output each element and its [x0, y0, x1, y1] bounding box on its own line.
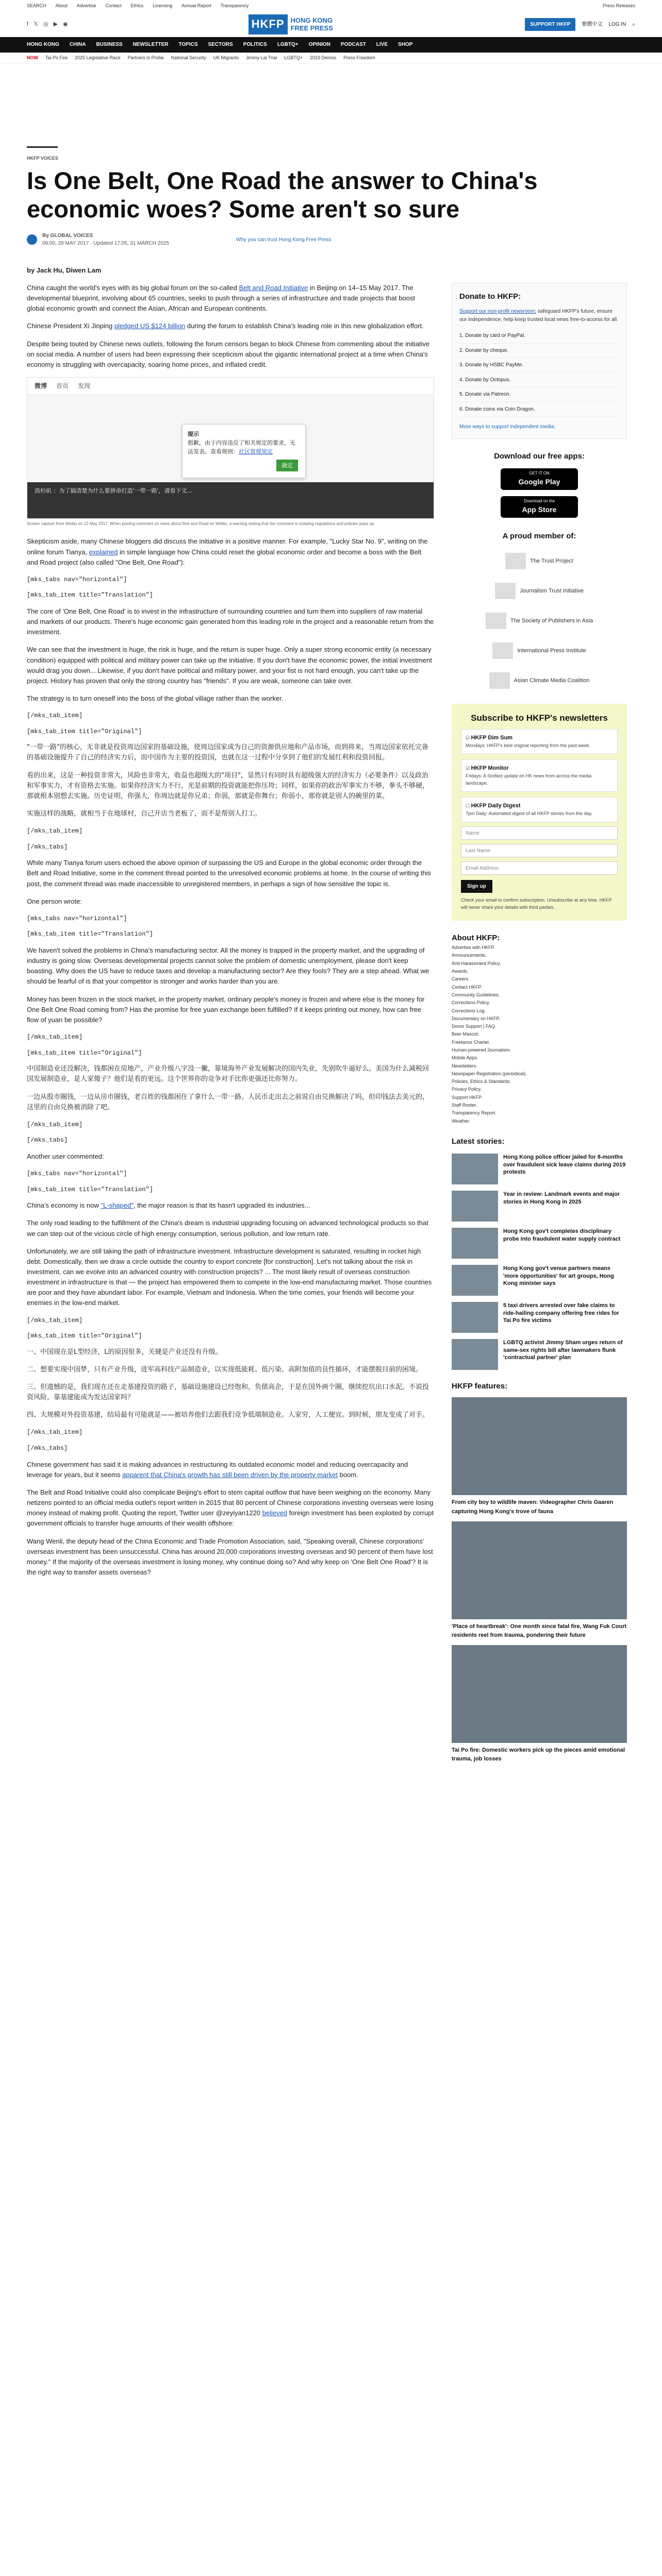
- feature-image[interactable]: [452, 1645, 627, 1743]
- paragraph: Despite being touted by Chinese news outlets, following the forum censors began to block Chinese from commenting about the initiative on social media. A number of users had been expressing their scepticism about the gigantic international project at a time when China's economy is struggling with overcapacity, soaring home prices, and inflated credit.: [27, 340, 430, 368]
- weibo-tab: 首页: [56, 382, 69, 390]
- story-thumbnail[interactable]: [452, 1154, 498, 1184]
- donate-option[interactable]: 2. Donate by cheque.: [459, 344, 619, 359]
- story-thumbnail[interactable]: [452, 1228, 498, 1259]
- story-card[interactable]: [452, 1265, 627, 1296]
- donate-title: Donate to HKFP:: [459, 292, 521, 301]
- topbar-advertise[interactable]: Advertise: [77, 3, 96, 9]
- logo-text: HONG KONG FREE PRESS: [290, 16, 333, 32]
- paragraph-chinese: 一边从股市圈钱，一边从房市圈钱，老百姓的钱都困住了拿什么一带一路。人民币走出去之前说自由兑换解决了吗，但印钱法去美元的，这里的自由兑换被消除了吧。: [27, 1093, 429, 1111]
- google-play-button[interactable]: [501, 468, 578, 490]
- paragraph: The core of 'One Belt, One Road' is to invest in the infrastructure of surrounding countries and turn them into suppliers of raw material and markets of our products. There's huge economic gain generated from this leading role in the project and a reasonable return from the investment.: [27, 607, 434, 636]
- facebook-icon[interactable]: f: [27, 21, 29, 27]
- social-links: [27, 20, 68, 29]
- paragraph-chinese: 一、中国现在是L型经济，L的原因很多，关键是产业还没有升级。: [27, 1348, 222, 1356]
- story-card[interactable]: [452, 1339, 627, 1370]
- weibo-logo: 微博: [35, 382, 47, 390]
- shortcode: [/mks_tab_item]: [27, 1316, 83, 1324]
- donate-text: Support our non-profit newsroom: safeguard HKFP's future, ensure our independence, help keep trusted local news free-to-access for all.: [459, 309, 618, 323]
- shortcode: [/mks_tab_item]: [27, 1033, 83, 1041]
- donate-option[interactable]: 5. Donate via Patreon.: [459, 387, 619, 402]
- menu-politics[interactable]: POLITICS: [243, 42, 267, 48]
- about-link[interactable]: Careers.: [452, 976, 470, 982]
- about-link[interactable]: Announcements.: [452, 953, 487, 958]
- about-list: [452, 944, 627, 1125]
- subscribe-title: Subscribe to HKFP's newsletters: [471, 713, 608, 723]
- main-navbar: [0, 12, 662, 37]
- about-section: [452, 932, 627, 1125]
- article-category[interactable]: HKFP VOICES: [27, 156, 58, 161]
- climate-logo: [489, 672, 510, 689]
- trust-project-logo: [505, 553, 526, 569]
- features-title: HKFP features:: [452, 1382, 508, 1391]
- about-link[interactable]: Mobile Apps.: [452, 1055, 478, 1061]
- tag-link[interactable]: National Security: [171, 55, 206, 60]
- tag-link[interactable]: LGBTQ+: [284, 55, 303, 60]
- checkbox-icon[interactable]: ☑: [466, 765, 470, 771]
- tag-link[interactable]: 2025 Legislative Race: [75, 55, 121, 60]
- menu-business[interactable]: BUSINESS: [96, 42, 123, 48]
- weibo-header: [27, 378, 434, 395]
- story-title[interactable]: Hong Kong police officer jailed for 8-months over fraudulent sick leave claims during 2019 protests: [503, 1154, 626, 1175]
- paragraph-chinese: 三、但遗憾的是，我们现在还在走基建投资的路子，基础设施建设已经饱和，负债高企，于是在国外画个圈，继续挖坑出口水泥。不说投资风险，靠基建能成为发达国家吗？: [27, 1383, 429, 1402]
- search-icon[interactable]: ⌕: [632, 21, 635, 27]
- paragraph: While many Tianya forum users echoed the above opinion of surpassing the US and Europe in the global economic order through the Belt and Road Initiative, some in the comment thread pointed to the unresolved economic problems at home. In the course of writing this post, the comment thread was made inaccessible to unregistered members, in perhaps a sign of how sensitive the topic is.: [27, 859, 432, 888]
- latest-stories: [452, 1136, 627, 1370]
- paragraph: Skepticism aside, many Chinese bloggers did discuss the initiative in a positive manner. For example, "Lucky Star No. 9", writing on the online forum Tianya, explained in simple language how China could reset the global economic order and become a boss with the Belt and Road project (also called "One Belt, One Road"):: [27, 537, 428, 566]
- shortcode: [mks_tab_item title="Translation"]: [27, 930, 153, 938]
- story-thumbnail[interactable]: [452, 1265, 498, 1296]
- topbar-annual-report[interactable]: Annual Report: [181, 3, 211, 9]
- dialog-message: 抱歉，由于内容违反了相关规定的要求，无法发表。查看规则：社区管理规定: [188, 439, 295, 455]
- story-thumbnail[interactable]: [452, 1302, 498, 1333]
- member-sopa[interactable]: The Society of Publishers in Asia: [452, 610, 627, 632]
- article-title: Is One Belt, One Road the answer to China's economic woes? Some aren't so sure: [27, 166, 538, 223]
- shortcode: [/mks_tab_item]: [27, 1121, 83, 1128]
- paragraph: We can see that the investment is huge, the risk is huge, and the return is super huge. Only a super strong economic entity (a necessary condition) equipped with political and military power can take up the initiative. If you don't have the economic power, the initial investment would drag you down... Likewise, if you don't have political and military power, and your fist is not hard enough, you can't take up the project. History has proven that only the strong country has "friends". If you are weak, someone can take over.: [27, 646, 432, 685]
- donate-option[interactable]: 6. Donate coins via Coin Dragon.: [459, 402, 619, 417]
- property-market-link[interactable]: apparent that China's growth has still been driven by the property market: [122, 1470, 338, 1479]
- shortcode: [/mks_tab_item]: [27, 1429, 83, 1436]
- tag-link[interactable]: Jimmy Lai Trial: [246, 55, 277, 60]
- trending-tags: [0, 53, 662, 64]
- pledge-link[interactable]: pledged US $124 billion: [114, 322, 186, 330]
- article-body: [27, 283, 434, 1764]
- menu-live[interactable]: LIVE: [376, 42, 388, 48]
- menu-newsletter[interactable]: NEWSLETTER: [133, 42, 169, 48]
- signup-button[interactable]: Sign up: [461, 880, 492, 893]
- bri-link[interactable]: Belt and Road Initiative: [239, 283, 308, 292]
- story-title[interactable]: Year in review: Landmark events and major stories in Hong Kong in 2025: [503, 1191, 620, 1205]
- about-link[interactable]: Contact HKFP.: [452, 984, 482, 990]
- paragraph: One person wrote:: [27, 897, 82, 905]
- paragraph-chinese: 看的出来，这是一种投资非常大，风险也非常大，收益也超级大的"项目"，显然只有同时具有超级强大的经济实力（必要条件）以及政治和军事实力，才有资格去实施。如果你经济实力不行，光是前期的投资就能把你压垮；同样，如果你的政治军事实力不够，拳头不够硬，那就根本别想去实施。历史证明，你强大，你周边就是你兄弟；你弱，那就是你舞台；你弱小，那你就是别人的碗里的菜。: [27, 771, 429, 800]
- article-meta: [27, 232, 635, 248]
- feature-title[interactable]: From city boy to wildlife maven: Videographer Chris Gaaren capturing Hong Kong's trove of fauna: [452, 1499, 614, 1515]
- top-utility-bar: [0, 0, 662, 12]
- email-field[interactable]: Email Address: [461, 861, 618, 875]
- feature-title[interactable]: 'Place of heartbreak': One month since fatal fire, Wang Fuk Court residents reel from trauma, pondering their future: [452, 1623, 627, 1638]
- feature-image[interactable]: [452, 1521, 627, 1619]
- menu-sectors[interactable]: SECTORS: [208, 42, 233, 48]
- memberships: [452, 530, 627, 691]
- newsletter-signup: [452, 704, 627, 921]
- paragraph: Chinese President Xi Jinping pledged US $124 billion during the forum to establish China's leading role in this new globalization effort.: [27, 322, 424, 330]
- shortcode: [mks_tab_item title="Original"]: [27, 1332, 142, 1340]
- shortcode: [/mks_tabs]: [27, 1137, 68, 1144]
- shortcode: [mks_tabs nav="horizontal"]: [27, 1170, 127, 1178]
- donate-support-link[interactable]: Support our non-profit newsroom:: [459, 309, 536, 315]
- censor-dialog: [182, 424, 306, 478]
- tag-link[interactable]: Tai Po Fire: [45, 55, 68, 60]
- newsletter-option[interactable]: ☑ HKFP Monitor Fridays: A Sinified update on HK news from across the media landscape.: [461, 759, 618, 792]
- divider: [27, 146, 58, 148]
- site-logo[interactable]: [249, 14, 333, 34]
- story-title[interactable]: Hong Kong gov't completes disciplinary probe into fraudulent water supply contract: [503, 1228, 621, 1242]
- about-link[interactable]: Human-powered Journalism.: [452, 1047, 511, 1053]
- shortcode: [mks_tabs nav="horizontal"]: [27, 914, 127, 922]
- features-section: [452, 1380, 627, 1764]
- story-thumbnail[interactable]: [452, 1191, 498, 1222]
- about-link[interactable]: Advertise with HKFP.: [452, 945, 495, 951]
- logo-mark: HKFP: [249, 14, 288, 34]
- about-link[interactable]: Transparency Report.: [452, 1110, 496, 1116]
- youtube-icon[interactable]: ▶: [53, 21, 58, 27]
- latest-list: [452, 1154, 627, 1370]
- donate-option[interactable]: 4. Donate by Octopus.: [459, 373, 619, 388]
- paragraph: Money has been frozen in the stock market, in the property market, ordinary people's money is frozen and where else is the money for One Belt One Road coming from? Has the promise for free yuan exchange been fulfilled? If it keeps printing out money, how can free flow of yuan be possible?: [27, 995, 425, 1024]
- signup-note: Check your email to confirm subscription. Unsubscribe at any time. HKFP will never share your details with third parties.: [461, 897, 612, 910]
- about-link[interactable]: Corrections Log.: [452, 1008, 486, 1013]
- donate-box: [452, 283, 627, 439]
- shortcode: [mks_tabs nav="horizontal"]: [27, 575, 127, 583]
- donate-option[interactable]: 3. Donate by HSBC PayMe.: [459, 358, 619, 373]
- newsletter-option[interactable]: ☐ HKFP Daily Digest 7pm Daily: Automated digest of all HKFP stories from the day.: [461, 797, 618, 822]
- support-hkfp-button[interactable]: SUPPORT HKFP: [525, 18, 575, 31]
- section-menu: [0, 37, 662, 53]
- apps-section: [452, 450, 627, 518]
- paragraph-chinese: 实施这样的战略，就相当于在地球村，自己开店当老板了，而不是帮别人打工。: [27, 809, 262, 818]
- about-link[interactable]: Anti-Harassment Policy.: [452, 960, 501, 966]
- about-link[interactable]: Staff Roster.: [452, 1103, 477, 1108]
- menu-topics[interactable]: TOPICS: [178, 42, 198, 48]
- paragraph: Chinese government has said it is making advances in restructuring its outdated economic model and reducing overcapacity and leverage for years, but it seems apparent that China's growth has still been driven by the property market boom.: [27, 1460, 408, 1479]
- member-ipi[interactable]: International Press Institute: [452, 640, 627, 662]
- tag-link[interactable]: UK Migrants: [213, 55, 239, 60]
- topbar-search[interactable]: SEARCH: [27, 3, 46, 9]
- language-switch[interactable]: 繁體中文: [582, 21, 603, 27]
- app-store-label: Download on the App Store: [522, 498, 557, 514]
- weibo-post: 洛杉矶 ：为了搞清楚为什么要拼命打造'一带一路'，请看下文...: [27, 482, 434, 518]
- about-link[interactable]: Documentary on HKFP.: [452, 1015, 500, 1021]
- shortcode: [/mks_tab_item]: [27, 827, 83, 835]
- story-title[interactable]: Hong Kong gov't venue partners means 'more opportunities' for art groups, Hong Kong minister says: [503, 1265, 614, 1286]
- apps-title: Download our free apps:: [494, 451, 585, 461]
- paragraph-chinese: 中国制造业还没解决，钱都困在房地产，产业升级八字没一撇，靠境海外产业发展解决的国内失业，先别吹牛逼好么。美国为什么减税回国发展制造业，是人家傻子？他们是看的更远。这个世界你的竞争对手比你更强还比你努力。: [27, 1065, 429, 1083]
- article-byline: by Jack Hu, Diwen Lam: [27, 266, 102, 274]
- paragraph: Wang Wenli, the deputy head of the China Economic and Trade Promotion Association, said, "Speaking overall, Chinese corporations' overseas investment has been unsuccessful. China has around 20,000 corporations investing overseas and 90 percent of them have lost money." If the majority of the overseas investment is losing money, why continue doing so? And why keep on 'One Belt One Road'? It is the right way to transfer assets overseas?: [27, 1537, 433, 1576]
- paragraph-chinese: 四、大规模对外投资基建，结局最有可能就是——被培养他们去跟我们竞争低端制造业。人家穷，人工便宜。到时候，朋友变成了对手。: [27, 1411, 429, 1419]
- feature-title[interactable]: Tai Po fire: Domestic workers pick up the pieces amid emotional trauma, job losses: [452, 1747, 625, 1762]
- trending-label: NOW: [27, 55, 38, 60]
- story-card[interactable]: [452, 1191, 627, 1222]
- trust-link[interactable]: Why you can trust Hong Kong Free Press: [236, 236, 332, 243]
- menu-podcast[interactable]: PODCAST: [340, 42, 366, 48]
- page-content: [0, 146, 662, 1764]
- ipi-logo: [492, 642, 513, 659]
- about-link[interactable]: Support HKFP.: [452, 1094, 483, 1100]
- about-link[interactable]: Policies, Ethics & Standards.: [452, 1079, 511, 1084]
- about-link[interactable]: Newsletters.: [452, 1063, 477, 1069]
- topbar-licensing[interactable]: Licensing: [153, 3, 173, 9]
- features-list: [452, 1397, 627, 1763]
- login-link[interactable]: LOG IN: [608, 21, 626, 27]
- checkbox-icon[interactable]: ☐: [466, 803, 470, 808]
- donate-option[interactable]: 1. Donate by card or PayPal.: [459, 329, 619, 344]
- feature-image[interactable]: [452, 1397, 627, 1495]
- article-author: By GLOBAL VOICES 09:00, 28 MAY 2017 · Updated 17:05, 31 MARCH 2025: [42, 232, 169, 247]
- paragraph: Another user commented:: [27, 1152, 104, 1160]
- story-card[interactable]: [452, 1228, 627, 1259]
- about-link[interactable]: Beer Mascot.: [452, 1031, 479, 1037]
- checkbox-icon[interactable]: ☑: [466, 735, 470, 740]
- paragraph: The only road leading to the fulfillment of the China's dream is industrial upgrading focusing on advanced technological products so that we can step out of the vicious circle of high energy consumption, serious pollution, and low return rate.: [27, 1219, 428, 1238]
- dialog-ok-button: 确定: [276, 460, 298, 471]
- member-climate[interactable]: Asian Climate Media Coalition: [452, 670, 627, 691]
- member-trust-project[interactable]: The Trust Project: [452, 550, 627, 572]
- topbar-transparency[interactable]: Transparency: [220, 3, 249, 9]
- content-columns: [27, 283, 635, 1764]
- dialog-title: 提示: [188, 430, 199, 437]
- weibo-tab: 发现: [78, 382, 91, 390]
- weibo-screenshot: [27, 377, 434, 519]
- jti-logo: [495, 583, 516, 599]
- about-link[interactable]: Donor Support | FAQ.: [452, 1024, 496, 1029]
- tag-link[interactable]: Press Freedom: [343, 55, 375, 60]
- story-thumbnail[interactable]: [452, 1339, 498, 1370]
- story-card[interactable]: [452, 1154, 627, 1184]
- menu-opinion[interactable]: OPINION: [308, 42, 330, 48]
- paragraph: Unfortunately, we are still taking the path of infrastructure investment. Infrastructure development is saturated, resulting in rocket high debt. Domestically, then we draw a circle outside the country to export concrete [for construction]. Let's not talking about the risk in investment, can we evolve into an advanced country with construction projects? ... The most likely result of overseas construction investment in infrastructure is that — the project has empowered them to compete in the low-end manufacturing market. Those countries are poor and they have abundant labor. For example, Vietnam and Indonesia. When the time comes, your friends will become your enemies in the low-end market.: [27, 1247, 432, 1307]
- story-title[interactable]: LGBTQ activist Jimmy Sham urges return of same-sex rights bill after lawmakers flunk 'contractual partner' plan: [503, 1340, 623, 1361]
- paragraph-chinese: 二、想要实现中国梦，只有产业升级，进军高科技产品制造业，以实现低能耗、低污染、高附加值的良性循环，才能摆脱目前的困境。: [27, 1365, 423, 1374]
- story-card[interactable]: [452, 1302, 627, 1333]
- shortcode: [/mks_tabs]: [27, 843, 68, 851]
- last-name-field[interactable]: Last Name: [461, 844, 618, 857]
- more-ways-link[interactable]: More ways to support independent media.: [459, 424, 556, 430]
- about-link[interactable]: Privacy Policy.: [452, 1087, 482, 1092]
- topbar-ethics[interactable]: Ethics: [130, 3, 144, 9]
- about-link[interactable]: Awards.: [452, 969, 469, 974]
- believed-link[interactable]: believed: [262, 1509, 288, 1517]
- instagram-icon[interactable]: ◎: [43, 21, 48, 27]
- first-name-field[interactable]: Name: [461, 826, 618, 840]
- paragraph: China's economy is now "L-shaped", the major reason is that its hasn't upgraded its industries...: [27, 1201, 310, 1210]
- shortcode: [mks_tab_item title="Translation"]: [27, 1185, 153, 1193]
- menu-lgbtq[interactable]: LGBTQ+: [277, 42, 299, 48]
- menu-hong-kong[interactable]: HONG KONG: [27, 42, 59, 48]
- menu-shop[interactable]: SHOP: [398, 42, 413, 48]
- paragraph: The Belt and Road Initiative could also complicate Beijing's effort to stem capital outflow that have been weighing on the economy. Many netizens pointed to an official media outlet's report written in 2015 that 80 percent of Chinese corporations investing overseas were losing money instead of making profit. Quoting the report, Twitter user @zeyiyan1220 believed foreign investment has been exploited by corrupt government officials to transfer huge amounts of their wealth offshore:: [27, 1488, 434, 1528]
- about-link[interactable]: Newspaper Registration (periodical).: [452, 1071, 527, 1076]
- sidebar: [452, 283, 627, 1764]
- about-link[interactable]: Freelance Charter.: [452, 1039, 490, 1045]
- menu-china[interactable]: CHINA: [69, 42, 86, 48]
- shortcode: [mks_tab_item title="Original"]: [27, 727, 142, 735]
- rss-icon[interactable]: ◉: [63, 21, 68, 27]
- shortcode: [mks_tab_item title="Translation"]: [27, 591, 153, 599]
- paragraph: China caught the world's eyes with its big global forum on the so-called Belt and Road Initiative in Beijing on 14–15 May 2017. The developmental blueprint, involving about 65 countries, seeks to push through a series of infrastructure and trade projects that boost global economic growth and connect the Asian, African and European continents.: [27, 283, 416, 313]
- shortcode: [mks_tab_item title="Original"]: [27, 1049, 142, 1057]
- topbar-press-releases[interactable]: Press Releases: [602, 3, 635, 9]
- topbar-contact[interactable]: Contact: [105, 3, 122, 9]
- topbar-about[interactable]: About: [55, 3, 68, 9]
- sopa-logo: [486, 613, 506, 629]
- paragraph: The strategy is to turn oneself into the boss of the global village rather than the worker.: [27, 694, 284, 702]
- image-caption: Screen capture from Weibo on 12 May 2017. When posting comment on news about Belt and Road on Weibo, a warning stating that the comment is violating regulations and policies pops up.: [27, 521, 375, 526]
- memberships-title: A proud member of:: [502, 531, 576, 540]
- explained-link[interactable]: explained: [89, 548, 118, 556]
- paragraph-chinese: "一带一路"的核心，无非就是投资周边国家的基础设施，使周边国家成为自己的资源供应地和产品市场，而到将来，当周边国家依托完备的基础设施提升了自己的经济实力后，而中国作为主要的投资国，也就在这一过程中分享到了他们的发展红利和投资回报。: [27, 743, 428, 762]
- tag-link[interactable]: Partners in Probe: [127, 55, 164, 60]
- google-play-label: GET IT ON Google Play: [518, 470, 560, 486]
- about-link[interactable]: Community Guidelines.: [452, 992, 500, 997]
- paragraph: We haven't solved the problems in China's manufacturing sector. All the money is trapped in the property market, and the upgrading of industry is going slow. Overseas developmental projects cannot solve the problem of domestic unemployment, please don't keep boasting. Why does the US have to reduce taxes and develop a manufacturing sector? Are they fools? They are a step ahead. What we should be fearful of is that your competitor is stronger and works harder than you are.: [27, 946, 429, 986]
- latest-title: Latest stories:: [452, 1137, 505, 1146]
- about-title: About HKFP:: [452, 933, 500, 942]
- newsletter-option[interactable]: ☑ HKFP Dim Sum Mondays: HKFP's best original reporting from the past week.: [461, 729, 618, 754]
- story-title[interactable]: 5 taxi drivers arrested over fake claims to ride-hailing company offering free rides for Tai Po fire victims: [503, 1302, 619, 1324]
- member-jti[interactable]: Journalism Trust Initiative: [452, 580, 627, 602]
- about-link[interactable]: Corrections Policy.: [452, 1000, 490, 1006]
- author-avatar: [27, 234, 37, 245]
- app-store-button[interactable]: [501, 496, 578, 518]
- l-shaped-link[interactable]: "L-shaped": [101, 1201, 134, 1210]
- about-link[interactable]: Weather.: [452, 1118, 470, 1124]
- nav-right: [525, 18, 635, 31]
- x-icon[interactable]: 𝕏: [34, 21, 38, 27]
- donate-options: [459, 329, 619, 417]
- shortcode: [/mks_tabs]: [27, 1445, 68, 1452]
- shortcode: [/mks_tab_item]: [27, 712, 83, 720]
- tag-link[interactable]: 2019 Demos: [309, 55, 336, 60]
